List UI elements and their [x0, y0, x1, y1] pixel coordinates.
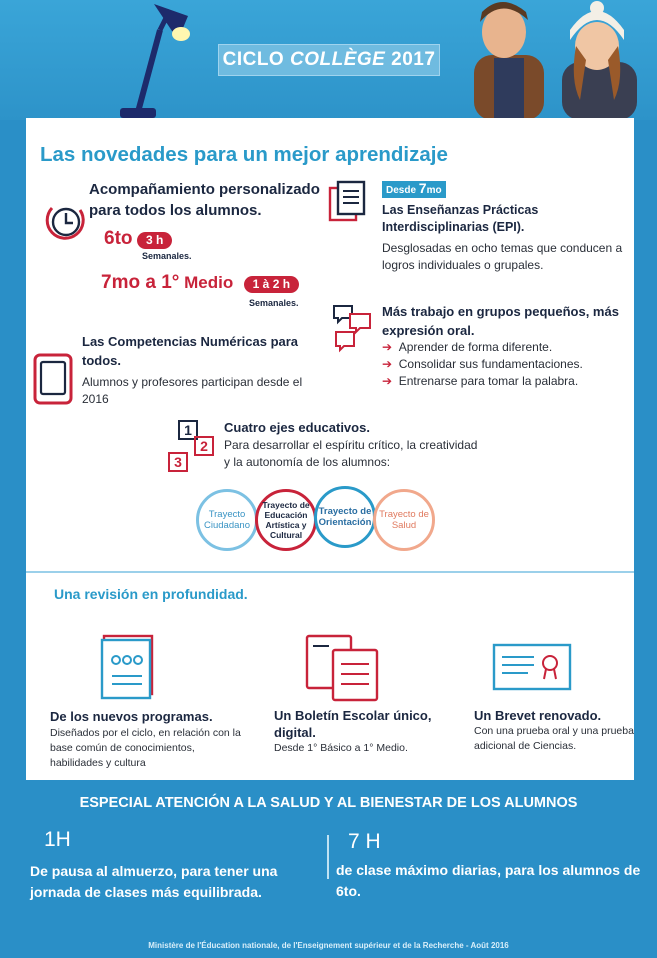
revision-heading: Una revisión en profundidad.: [54, 586, 248, 602]
hours-pill-3h: 3 h: [137, 232, 172, 249]
circle-artistica: Trayecto de Educación Artística y Cultural: [255, 489, 317, 551]
class-hours: 7 H: [348, 830, 381, 853]
rev-item-title: De los nuevos programas.: [50, 709, 213, 724]
digital-title: Las Competencias Numéricas para todos.: [82, 334, 299, 368]
documents-icon: [326, 180, 368, 226]
pause-hours: 1H: [44, 828, 71, 851]
circle-salud: Trayecto de Salud: [373, 489, 435, 551]
diploma-icon: [492, 643, 572, 691]
acomp-unit1: Semanales.: [142, 251, 192, 261]
rev-item-text: Diseñados por el ciclo, en relación con la base común de conocimientos, habilidades y cultura: [50, 727, 241, 769]
hours-pill-1-2h: 1 à 2 h: [244, 276, 299, 293]
tablet-icon: [32, 352, 74, 406]
list-item: ➔ Entrenarse para tomar la palabra.: [382, 374, 579, 388]
band-divider: [327, 835, 329, 879]
ejes-title: Cuatro ejes educativos.: [224, 420, 370, 435]
epi-title: Las Enseñanzas Prácticas Interdisciplinarias (EPI).: [382, 203, 539, 234]
groups-list: [382, 339, 583, 390]
rev-item-title: Un Brevet renovado.: [474, 708, 602, 723]
lamp-illustration: [108, 0, 198, 120]
page-title: CICLO COLLÈGE 2017: [218, 44, 440, 76]
book-icon: [100, 632, 160, 702]
epi-text: Desglosadas en ocho temas que conducen a logros individuales o grupales.: [382, 241, 623, 272]
ejes-text: Para desarrollar el espíritu crítico, la creatividad y la autonomía de los alumnos:: [224, 438, 478, 469]
list-item: ➔ Aprender de forma diferente.: [382, 340, 553, 354]
grade-7mo: 7mo a 1: [101, 272, 172, 293]
groups-title: Más trabajo en grupos pequeños, más expresión oral.: [382, 304, 619, 338]
section-heading: Las novedades para un mejor aprendizaje: [40, 143, 448, 166]
clock-icon: [44, 200, 86, 242]
band-title: ESPECIAL ATENCIÓN A LA SALUD Y AL BIENESTAR DE LOS ALUMNOS: [79, 795, 578, 811]
list-item: ➔ Consolidar sus fundamentaciones.: [382, 357, 583, 371]
pause-text: De pausa al almuerzo, para tener una jornada de clases más equilibrada.: [30, 863, 278, 900]
acomp-title: Acompañamiento personalizado para todos los alumnos.: [89, 181, 320, 219]
circle-orientacion: Trayecto de Orientación: [314, 486, 376, 548]
numbers-icon: 1 2 3: [166, 418, 220, 474]
speech-bubbles-icon: [332, 302, 374, 354]
footer-credit: Ministère de l'Éducation nationale, de l'Enseignement supérieur et de la Recherche - Août 2016: [148, 941, 509, 950]
acomp-unit2: Semanales.: [249, 298, 299, 308]
class-text: de clase máximo diarias, para los alumnos de 6to.: [336, 862, 641, 899]
grade-6to: 6to: [104, 228, 133, 249]
rev-item-title: Un Boletín Escolar único, digital.: [274, 708, 432, 740]
rev-item-text: Desde 1° Básico a 1° Medio.: [274, 742, 408, 754]
acomp-line2: 7mo a 1° Medio 1 à 2 h: [101, 272, 299, 294]
divider: [26, 571, 634, 573]
acomp-line1: [104, 228, 172, 250]
rev-item-text: Con una prueba oral y una prueba adicional de Ciencias.: [474, 725, 634, 752]
report-card-icon: [303, 630, 383, 702]
students-illustration: [452, 0, 657, 120]
digital-text: Alumnos y profesores participan desde el 2016: [82, 375, 303, 406]
epi-badge: Desde 7mo: [382, 181, 446, 198]
circle-ciudadano: Trayecto Ciudadano: [196, 489, 258, 551]
